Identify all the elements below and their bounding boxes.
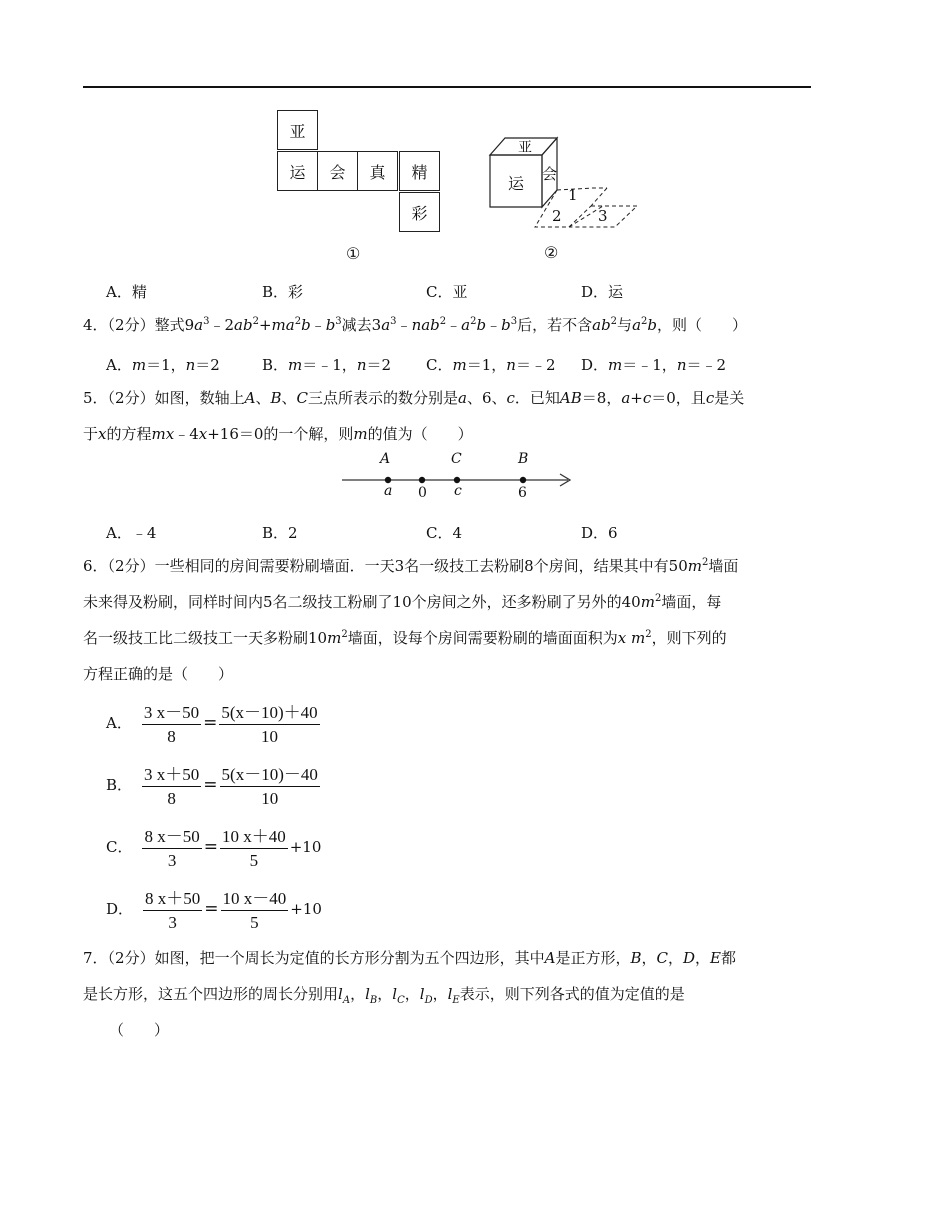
question-6-stem: 6．（2分）一些相同的房间需要粉刷墙面．一天3名一级技工去粉刷8个房间，结果其中有$50m^2$墙面 未来得及粉刷，同样时间内5名二级技工粉刷了10个房间之外，还多粉刷了另外的$40m^2$墙面，每 名一级技工比二级技工一天多粉刷$10m^2$墙面，设每个房间需要粉刷的墙面面积为x $m^2$，则下列的 方程正确的是（ ） <box>83 557 739 683</box>
question-7-stem: 7．（2分）如图，把一个周长为定值的长方形分割为五个四边形，其中A是正方形，B，C，D，E都 是长方形，这五个四边形的周长分别用$l_A$，$l_B$，$l_C$，$l_D$，$l_E$表示，则下列各式的值为定值的是 （ ） <box>83 949 737 1039</box>
axis-label-b-top: B <box>518 451 529 467</box>
q4-option-d[interactable]: D．m＝﹣1，n＝﹣2 <box>581 356 727 374</box>
q3-option-c[interactable]: C．亚 <box>426 283 468 301</box>
axis-label-c-top: C <box>451 451 462 467</box>
axis-label-zero: 0 <box>418 485 427 501</box>
cube-number-2: 2 <box>552 207 562 225</box>
q4-option-b[interactable]: B．m＝﹣1，n＝2 <box>262 356 392 374</box>
question-4-stem: 4．（2分）整式$9a^3﹣2ab^2+ma^2b﹣b^3$减去$3a^3﹣nab^2﹣a^2b﹣b^3$后，若不含$ab^2$与$a^2b$，则（ ） <box>83 316 748 334</box>
q4-option-a[interactable]: A．m＝1，n＝2 <box>106 356 220 374</box>
cube-face-right: 会 <box>542 165 558 183</box>
axis-label-c-bottom: c <box>454 483 462 499</box>
net-cell-5: 精 <box>399 151 440 191</box>
q3-option-b[interactable]: B．彩 <box>262 283 304 301</box>
q3-option-a[interactable]: A．精 <box>106 283 147 301</box>
q3-option-d[interactable]: D．运 <box>581 283 624 301</box>
axis-label-six: 6 <box>518 485 527 501</box>
axis-label-a-top: A <box>380 451 391 467</box>
q6-option-b[interactable]: B． $\frac{3 x+50}{8}$ = $\frac{5(x-10)-40}{10}$ <box>106 760 322 809</box>
q5-option-a[interactable]: A．﹣4 <box>106 524 157 542</box>
q6-option-d[interactable]: D． $\frac{8 x+50}{3}$ = $\frac{10 x-40}{5}$ +10 <box>106 884 322 933</box>
cube-number-3: 3 <box>598 207 608 225</box>
axis-label-a-bottom: a <box>384 483 393 499</box>
net-cell-6: 彩 <box>399 192 440 232</box>
cube-number-1: 1 <box>568 186 578 204</box>
net-cell-4: 真 <box>357 151 398 191</box>
q5-option-c[interactable]: C．4 <box>426 524 463 542</box>
figure-label-2: ② <box>544 243 559 262</box>
net-cell-2: 运 <box>277 151 318 191</box>
q6-option-a[interactable]: A． $\frac{3 x-50}{8}$ = $\frac{5(x-10)+40}{10}$ <box>106 698 322 747</box>
question-5-stem: 5．（2分）如图，数轴上A、B、C三点所表示的数分别是a、6、c．已知AB＝8，a+c＝0，且c是关 于x的方程mx﹣4x+16＝0的一个解，则m的值为（ ） <box>83 389 745 443</box>
figure-label-1: ① <box>346 244 361 263</box>
q5-option-b[interactable]: B．2 <box>262 524 298 542</box>
cube-face-front: 运 <box>508 174 525 193</box>
q4-option-c[interactable]: C．m＝1，n＝﹣2 <box>426 356 556 374</box>
q5-option-d[interactable]: D．6 <box>581 524 618 542</box>
figure-cube-net <box>277 110 441 234</box>
net-cell-1: 亚 <box>277 110 318 150</box>
net-cell-3: 会 <box>317 151 358 191</box>
q6-option-c[interactable]: C． $\frac{8 x-50}{3}$ = $\frac{10 x+40}{5}$ +10 <box>106 822 321 871</box>
cube-face-top: 亚 <box>518 140 532 156</box>
header-rule <box>83 86 811 88</box>
